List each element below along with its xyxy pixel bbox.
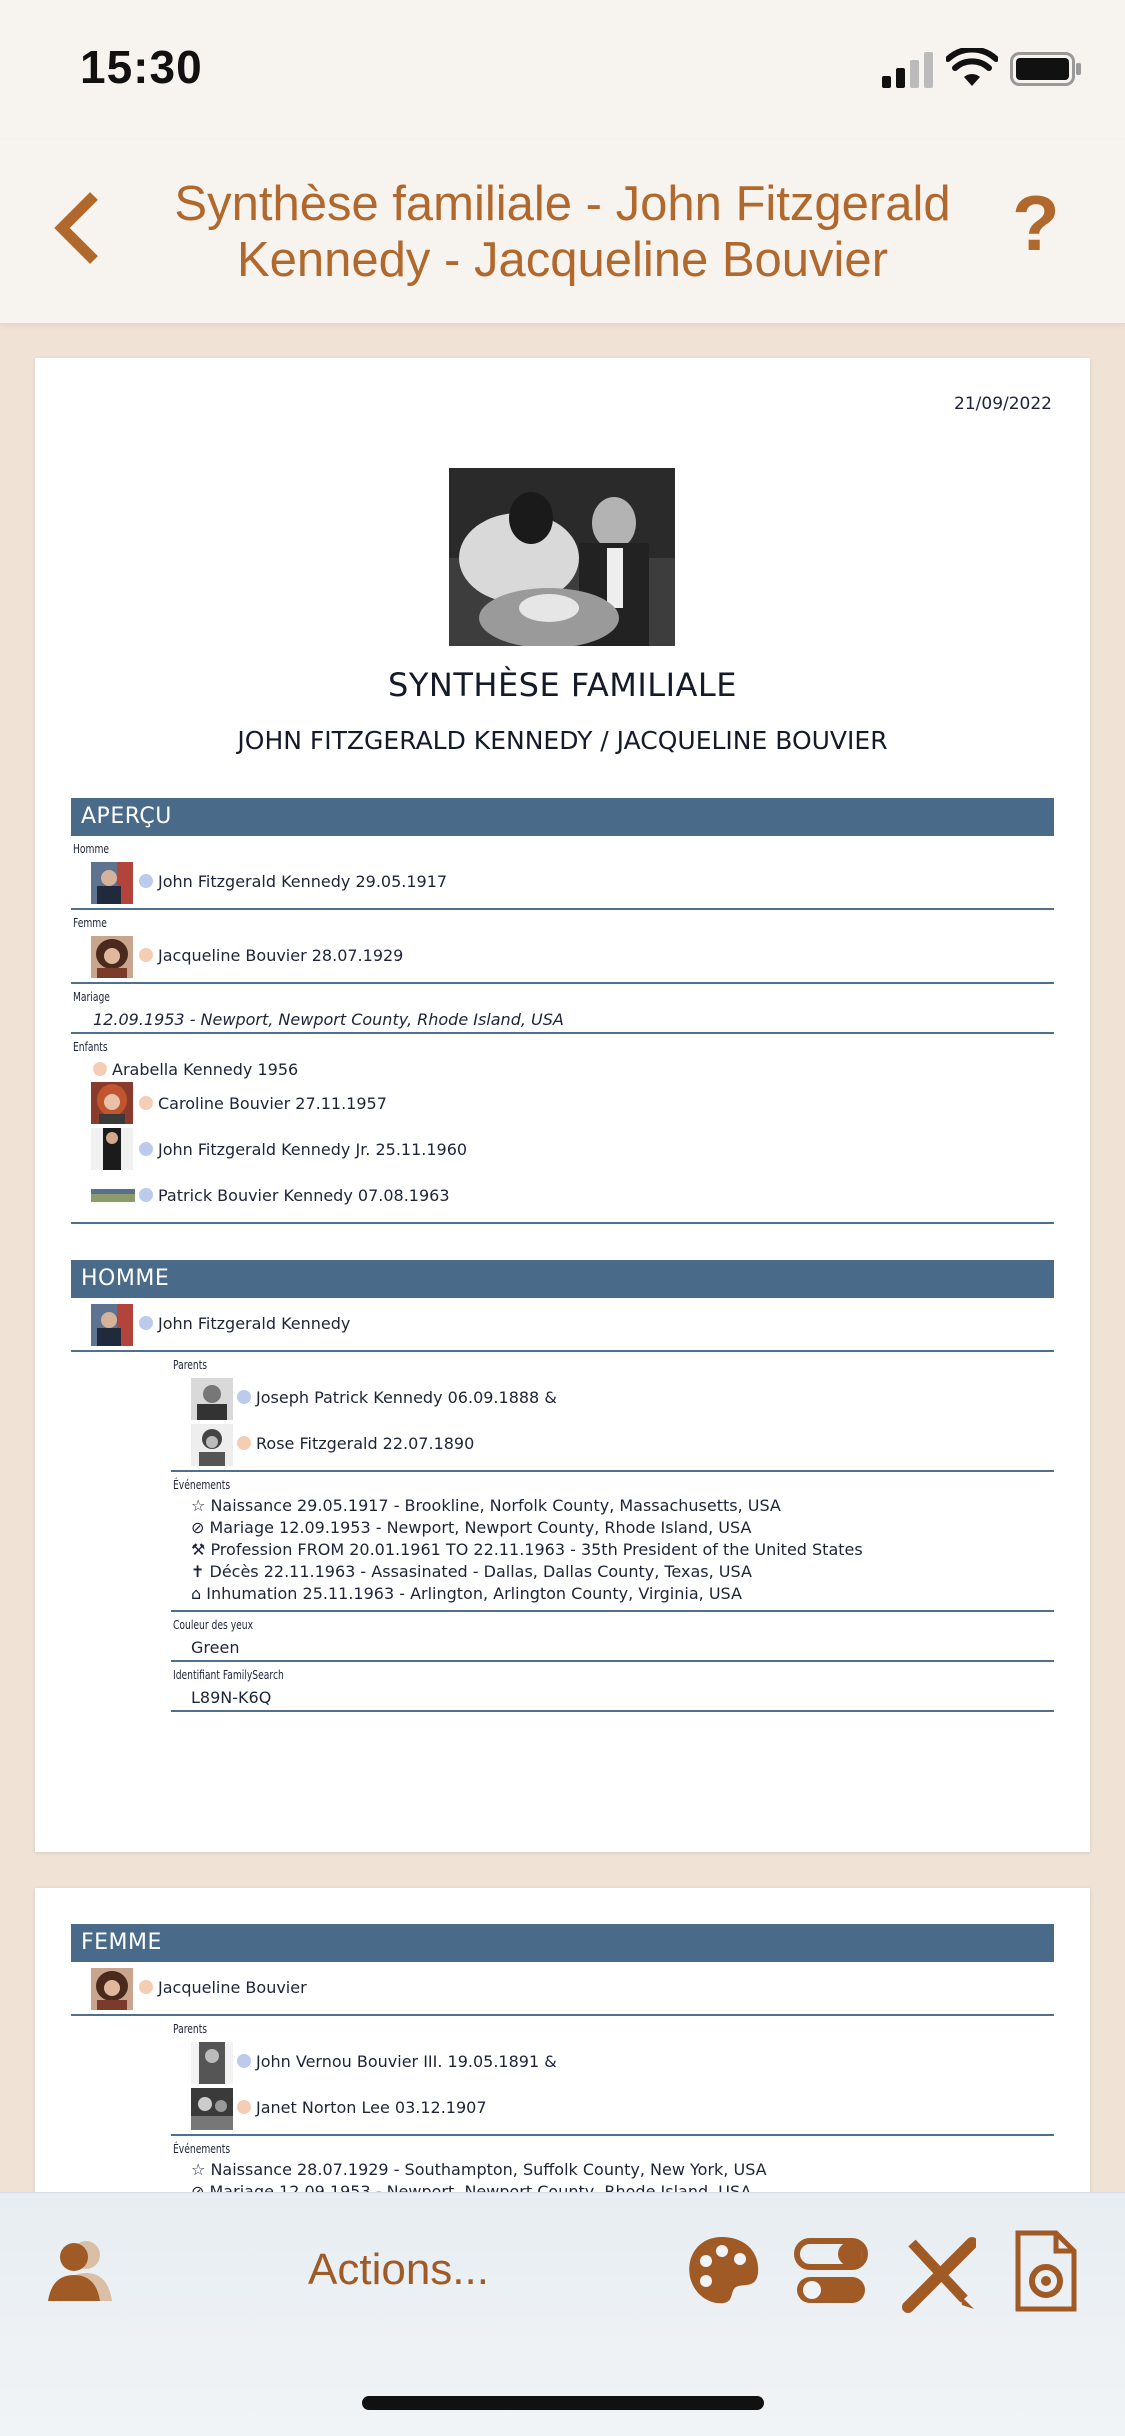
report-page-1 — [35, 358, 1090, 1852]
femme-parent-entry[interactable]: Janet Norton Lee 03.12.1907 — [237, 2098, 487, 2117]
avatar — [91, 862, 133, 904]
event-row: ✝ Décès 22.11.1963 - Assasinated - Dallas, Dallas County, Texas, USA — [191, 1562, 752, 1581]
apercu-enfant-entry[interactable]: John Fitzgerald Kennedy Jr. 25.11.1960 — [139, 1140, 467, 1159]
star-icon: ☆ — [191, 2160, 211, 2179]
toggle-settings-icon[interactable] — [794, 2229, 868, 2313]
event-row: ⌂ Inhumation 25.11.1963 - Arlington, Arlington County, Virginia, USA — [191, 1584, 742, 1603]
status-time: 15:30 — [80, 41, 203, 93]
parents-label: Parents — [173, 2022, 208, 2036]
event-row: ⚒ Profession FROM 20.01.1961 TO 22.11.1963 - 35th President of the United States — [191, 1540, 863, 1559]
divider — [71, 982, 1054, 984]
femme-label: Femme — [73, 916, 107, 930]
femme-name-entry[interactable]: Jacqueline Bouvier — [139, 1978, 307, 1997]
homme-parent-entry[interactable]: Joseph Patrick Kennedy 06.09.1888 & — [237, 1388, 557, 1407]
male-gender-icon — [139, 1316, 153, 1330]
homme-label: Homme — [73, 842, 110, 856]
report-date: 21/09/2022 — [954, 394, 1052, 414]
report-title: SYNTHÈSE FAMILIALE — [388, 666, 737, 704]
hammer-icon: ⚒ — [191, 1540, 211, 1559]
avatar — [191, 2042, 233, 2084]
femme-parent-entry[interactable]: John Vernou Bouvier III. 19.05.1891 & — [237, 2052, 557, 2071]
battery-icon — [1010, 52, 1082, 86]
divider — [171, 1610, 1054, 1612]
divider — [71, 1350, 1054, 1352]
apercu-femme-entry[interactable]: Jacqueline Bouvier 28.07.1929 — [139, 946, 403, 965]
avatar — [191, 2088, 233, 2130]
apercu-mariage-value: 12.09.1953 - Newport, Newport County, Rhode Island, USA — [93, 1010, 564, 1029]
grave-icon: ⌂ — [191, 1584, 207, 1603]
female-gender-icon — [237, 2100, 251, 2114]
male-gender-icon — [139, 1142, 153, 1156]
home-indicator — [362, 2396, 764, 2410]
enfants-label: Enfants — [73, 1040, 108, 1054]
back-chevron-icon[interactable] — [52, 190, 102, 266]
mariage-label: Mariage — [73, 990, 110, 1004]
divider — [171, 1470, 1054, 1472]
homme-name-entry[interactable]: John Fitzgerald Kennedy — [139, 1314, 350, 1333]
male-gender-icon — [237, 2054, 251, 2068]
divider — [171, 1710, 1054, 1712]
male-gender-icon — [237, 1390, 251, 1404]
divider — [71, 2014, 1054, 2016]
divider — [171, 1660, 1054, 1662]
female-gender-icon — [139, 1980, 153, 1994]
cross-icon: ✝ — [191, 1562, 210, 1581]
document-settings-icon[interactable] — [1014, 2229, 1078, 2313]
apercu-enfant-entry[interactable]: Arabella Kennedy 1956 — [93, 1060, 298, 1079]
avatar — [91, 1304, 133, 1346]
event-row: ☆ Naissance 29.05.1917 - Brookline, Norfolk County, Massachusetts, USA — [191, 1496, 781, 1515]
event-row: ⊘ Mariage 12.09.1953 - Newport, Newport County, Rhode Island, USA — [191, 1518, 752, 1537]
report-subtitle: JOHN FITZGERALD KENNEDY / JACQUELINE BOUVIER — [237, 726, 888, 755]
female-gender-icon — [139, 1096, 153, 1110]
parents-label: Parents — [173, 1358, 208, 1372]
status-bar — [0, 0, 1125, 140]
page-title: Synthèse familiale - John Fitzgerald Kennedy - Jacqueline Bouvier — [174, 177, 951, 287]
female-gender-icon — [93, 1062, 107, 1076]
female-gender-icon — [139, 948, 153, 962]
apercu-homme-entry[interactable]: John Fitzgerald Kennedy 29.05.1917 — [139, 872, 447, 891]
avatar — [191, 1378, 233, 1420]
avatar — [91, 1082, 133, 1124]
section-header-apercu: APERÇU — [71, 798, 1054, 836]
star-icon: ☆ — [191, 1496, 211, 1515]
homme-parent-entry[interactable]: Rose Fitzgerald 22.07.1890 — [237, 1434, 474, 1453]
section-header-femme: FEMME — [71, 1924, 1054, 1962]
person-icon[interactable] — [46, 2237, 116, 2303]
couple-photo — [449, 468, 675, 646]
evenements-label: Événements — [173, 1478, 231, 1492]
divider — [71, 1032, 1054, 1034]
event-row: ☆ Naissance 28.07.1929 - Southampton, Suffolk County, New York, USA — [191, 2160, 767, 2179]
avatar — [91, 936, 133, 978]
wifi-icon — [946, 48, 998, 88]
male-gender-icon — [139, 1188, 153, 1202]
evenements-label: Événements — [173, 2142, 231, 2156]
section-header-homme: HOMME — [71, 1260, 1054, 1298]
eye-color-label: Couleur des yeux — [173, 1618, 254, 1632]
apercu-enfant-entry[interactable]: Patrick Bouvier Kennedy 07.08.1963 — [139, 1186, 450, 1205]
eye-color-value: Green — [191, 1638, 240, 1657]
divider — [71, 908, 1054, 910]
nav-bar — [0, 140, 1125, 324]
divider — [171, 2134, 1054, 2136]
avatar — [91, 1188, 135, 1202]
avatar — [91, 1128, 133, 1170]
familysearch-id: L89N-K6Q — [191, 1688, 272, 1707]
ruler-pencil-icon[interactable] — [902, 2229, 976, 2313]
female-gender-icon — [237, 1436, 251, 1450]
avatar — [191, 1424, 233, 1466]
rings-icon: ⊘ — [191, 1518, 210, 1537]
cellular-signal-icon — [880, 52, 936, 88]
divider — [71, 1222, 1054, 1224]
male-gender-icon — [139, 874, 153, 888]
actions-button[interactable]: Actions... — [308, 2245, 489, 2294]
palette-icon[interactable] — [684, 2229, 760, 2313]
familysearch-label: Identifiant FamilySearch — [173, 1668, 284, 1682]
avatar — [91, 1968, 133, 2010]
help-button[interactable]: ? — [1012, 179, 1060, 267]
apercu-enfant-entry[interactable]: Caroline Bouvier 27.11.1957 — [139, 1094, 387, 1113]
